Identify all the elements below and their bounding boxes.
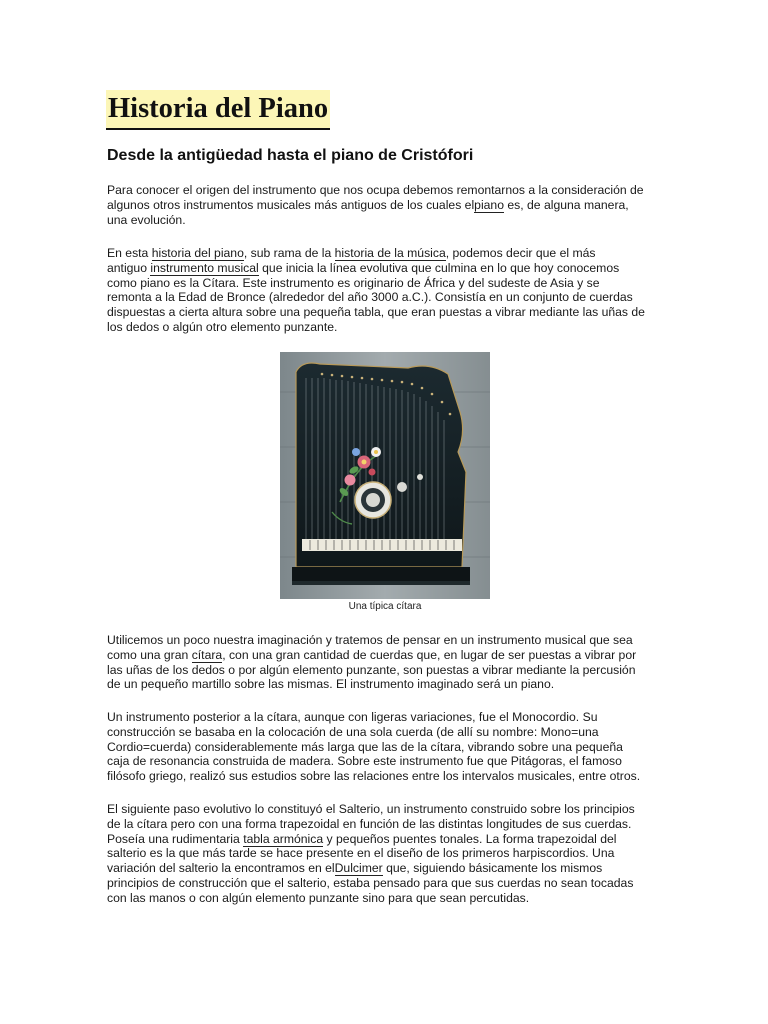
link-dulcimer[interactable]: Dulcimer [334, 861, 383, 875]
text-run: algunos otros instrumentos musicales más antiguos de los cuales el [107, 197, 475, 212]
link-instrumento-musical[interactable]: instrumento musical [150, 260, 259, 275]
text-line: construcción se basaba en la colocación de una sola cuerda (de allí su nombre: Mono=una [107, 724, 599, 739]
text-run: que, siguiendo básicamente los mismos [382, 861, 603, 875]
text-line: filósofo griego, realizó sus estudios sobre las relaciones entre los intervalos musicales, entre otros. [107, 769, 641, 783]
text-run: , con una gran cantidad de cuerdas que, en lugar de ser puestas a vibrar por [222, 647, 637, 662]
link-historia-del-piano[interactable]: historia del piano [151, 246, 244, 260]
text-line: las uñas de los dedos o por algún elemento punzante, son puestas a vibrar mediante la percusión [107, 662, 636, 677]
page-title: Historia del Piano [106, 90, 330, 130]
link-historia-de-la-musica[interactable]: historia de la música [334, 246, 446, 260]
text-run: , sub rama de la [243, 246, 335, 260]
link-citara[interactable]: cítara [191, 647, 223, 662]
text-run: Poseía una rudimentaria [107, 831, 244, 846]
text-line [107, 648, 636, 663]
text-line: una evolución. [107, 212, 186, 227]
paragraph-citara [107, 246, 667, 335]
text-line: remonta a la Edad de Bronce (alrededor del año 3000 a.C.). Consistía en un conjunto de cuerdas [107, 290, 633, 305]
text-run: antiguo [107, 260, 151, 275]
text-line: con las manos o con algún elemento punzante sino para que sean percutidas. [107, 890, 530, 905]
text-run: que inicia la línea evolutiva que culmina en lo que hoy conocemos [258, 260, 620, 275]
text-line: los dedos o algún otro elemento punzante. [107, 319, 338, 334]
text-line [107, 246, 595, 261]
paragraph-intro [107, 183, 667, 227]
text-line: Utilicemos un poco nuestra imaginación y tratemos de pensar en un instrumento musical que sea [107, 633, 633, 647]
text-run: En esta [107, 246, 152, 260]
paragraph-monocordio [107, 710, 667, 784]
text-run: como una gran [107, 647, 192, 662]
citara-image [280, 352, 490, 599]
text-run: y pequeños puentes tonales. La forma trapezoidal del [323, 831, 617, 846]
text-line [107, 261, 619, 276]
text-line: Un instrumento posterior a la cítara, aunque con ligeras variaciones, fue el Monocordio. Su [107, 710, 598, 724]
text-line [107, 861, 602, 876]
text-line: caja de resonancia construida de madera. Sobre este instrumento fue que Pitágoras, el famoso [107, 754, 622, 769]
text-line [107, 198, 629, 213]
text-run: es, de alguna manera, [504, 197, 629, 212]
text-line: como piano es la Cítara. Este instrumento es originario de África y del sudeste de Asia y se [107, 275, 600, 290]
section-subtitle: Desde la antigüedad hasta el piano de Cristófori [107, 147, 474, 164]
figure-caption: Una típica cítara [348, 601, 422, 612]
text-line: principios de construcción que el salterio, estaba pensado para que sus cuerdas no sean tocadas [107, 875, 634, 890]
text-run: , podemos decir que el más [445, 246, 596, 260]
text-line: Cordio=cuerda) considerablemente más larga que las de la cítara, vibrando sobre una pequeña [107, 739, 623, 754]
text-line: salterio es la que más tarde se hace presente en el diseño de los primeros harpiscordios. Una [107, 846, 615, 861]
paragraph-salterio [107, 802, 667, 905]
text-line: El siguiente paso evolutivo lo constituyó el Salterio, un instrumento construido sobre los principios [107, 802, 635, 816]
link-tabla-armonica[interactable]: tabla armónica [243, 831, 324, 846]
link-piano[interactable]: piano [474, 197, 504, 212]
text-line: Para conocer el origen del instrumento que nos ocupa debemos remontarnos a la consideración de [107, 183, 644, 197]
text-line: dispuestas a cierta altura sobre una pequeña tabla, que eran puestas a vibrar mediante las uñas de [107, 305, 645, 319]
text-line: de un pequeño martillo sobre las mismas. El instrumento imaginado será un piano. [107, 677, 555, 692]
paragraph-imaginacion [107, 633, 667, 692]
text-line: de la cítara pero con una forma trapezoidal en función de las distintas longitudes de sus cuerdas. [107, 816, 632, 831]
text-line [107, 832, 617, 847]
citara-illustration [280, 352, 490, 599]
text-run: variación del salterio la encontramos en el [107, 861, 335, 875]
